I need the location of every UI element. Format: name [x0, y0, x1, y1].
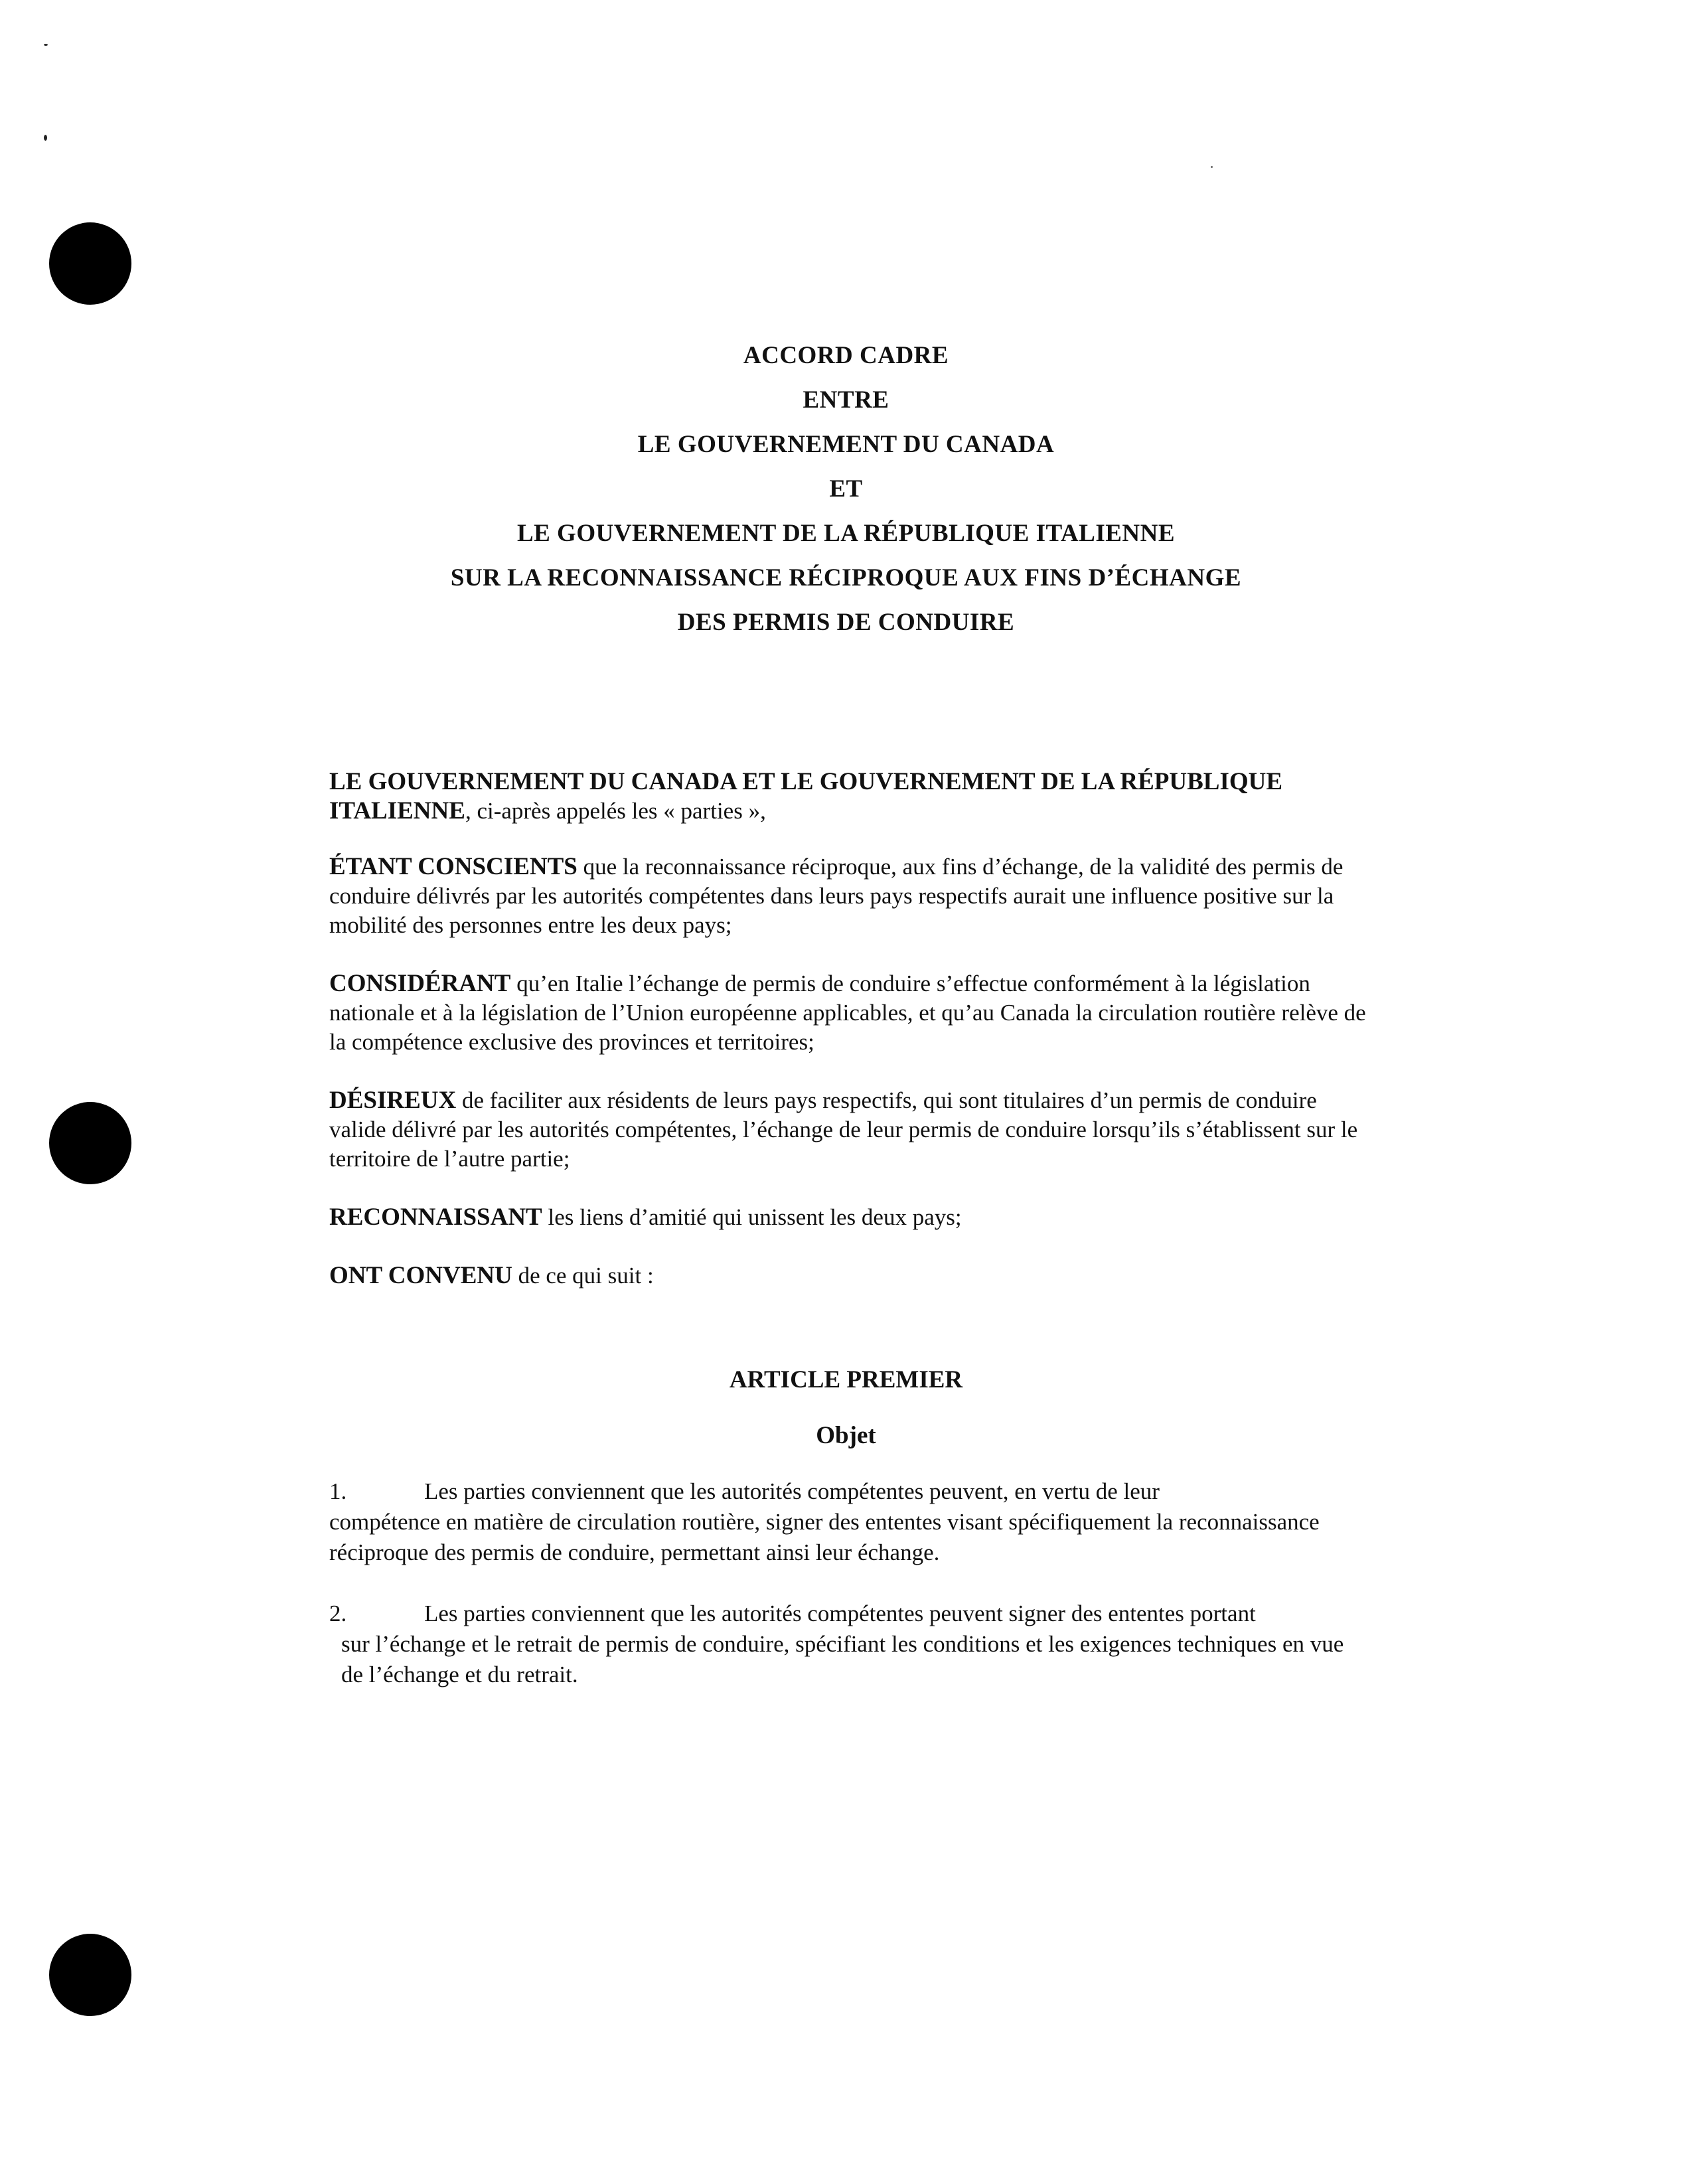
binder-hole-middle	[49, 1102, 131, 1184]
preamble-lead: RECONNAISSANT	[329, 1204, 542, 1231]
preamble-lead: LE GOUVERNEMENT DU CANADA ET LE GOUVERNEMENT DE LA RÉPUBLIQUE ITALIENNE	[329, 768, 1283, 824]
preamble-paragraph-parties	[329, 767, 1371, 826]
preamble	[329, 767, 1371, 1320]
title-line: ET	[829, 475, 863, 503]
clause-text: compétence en matière de circulation routière, signer des ententes visant spécifiquement la reconnaissance réciproque des permis de conduire, permettant ainsi leur échange.	[329, 1509, 1320, 1565]
clause-number: 2.	[329, 1600, 347, 1626]
clause-first-line: Les parties conviennent que les autorités compétentes peuvent signer des ententes portant	[424, 1600, 1256, 1626]
preamble-text: de faciliter aux résidents de leurs pays respectifs, qui sont titulaires d’un permis de conduire valide délivré par les autorités compétentes, l’échange de leur permis de conduire lorsqu’ils s’établissent sur le territoire de l’autre partie;	[329, 1087, 1358, 1172]
title-line: DES PERMIS DE CONDUIRE	[677, 609, 1015, 636]
preamble-lead: ÉTANT CONSCIENTS	[329, 853, 577, 880]
clause	[329, 1476, 1371, 1568]
preamble-text: , ci-après appelés les « parties »,	[465, 798, 766, 824]
title-line: LE GOUVERNEMENT DE LA RÉPUBLIQUE ITALIENNE	[516, 520, 1176, 547]
clause	[329, 1599, 1371, 1690]
binder-hole-top	[49, 222, 131, 305]
binder-hole-bottom	[49, 1934, 131, 2016]
title-line: SUR LA RECONNAISSANCE RÉCIPROQUE AUX FINS D’ÉCHANGE	[450, 564, 1242, 591]
document-title	[0, 333, 1692, 645]
preamble-text: qu’en Italie l’échange de permis de conduire s’effectue conformément à la législation nationale et à la législation de l’Union européenne applicables, et qu’au Canada la circulation routière relève de la compétence exclusive des provinces et territoires;	[329, 971, 1366, 1055]
title-line: ENTRE	[803, 386, 889, 414]
title-line: ACCORD CADRE	[743, 342, 949, 369]
preamble-text: les liens d’amitié qui unissent les deux pays;	[542, 1204, 962, 1230]
clause-text: sur l’échange et le retrait de permis de conduire, spécifiant les conditions et les exigences techniques en vue de l’échange et du retrait.	[341, 1631, 1344, 1687]
preamble-lead: DÉSIREUX	[329, 1087, 457, 1114]
clause-first-line: Les parties conviennent que les autorités compétentes peuvent, en vertu de leur	[424, 1478, 1160, 1504]
scan-speck	[44, 44, 48, 46]
article-clauses	[329, 1476, 1371, 1721]
article-subheading: Objet	[816, 1422, 876, 1449]
preamble-paragraph-reconnaissant	[329, 1203, 1371, 1232]
preamble-lead: CONSIDÉRANT	[329, 970, 511, 997]
preamble-text: que la reconnaissance réciproque, aux fins d’échange, de la validité des permis de conduire délivrés par les autorités compétentes dans leurs pays respectifs aurait une influence positive sur la mobilité des personnes entre les deux pays;	[329, 854, 1344, 938]
scan-speck	[44, 135, 47, 141]
scan-speck	[1211, 166, 1213, 168]
article-heading: ARTICLE PREMIER	[729, 1366, 963, 1393]
clause-number: 1.	[329, 1478, 347, 1504]
preamble-lead: ONT CONVENU	[329, 1262, 512, 1289]
preamble-paragraph-considerant	[329, 969, 1371, 1057]
preamble-text: de ce qui suit :	[512, 1263, 654, 1288]
title-line: LE GOUVERNEMENT DU CANADA	[637, 431, 1055, 458]
preamble-paragraph-desireux	[329, 1086, 1371, 1174]
preamble-paragraph-convenu	[329, 1261, 1371, 1290]
preamble-paragraph-conscients	[329, 852, 1371, 940]
